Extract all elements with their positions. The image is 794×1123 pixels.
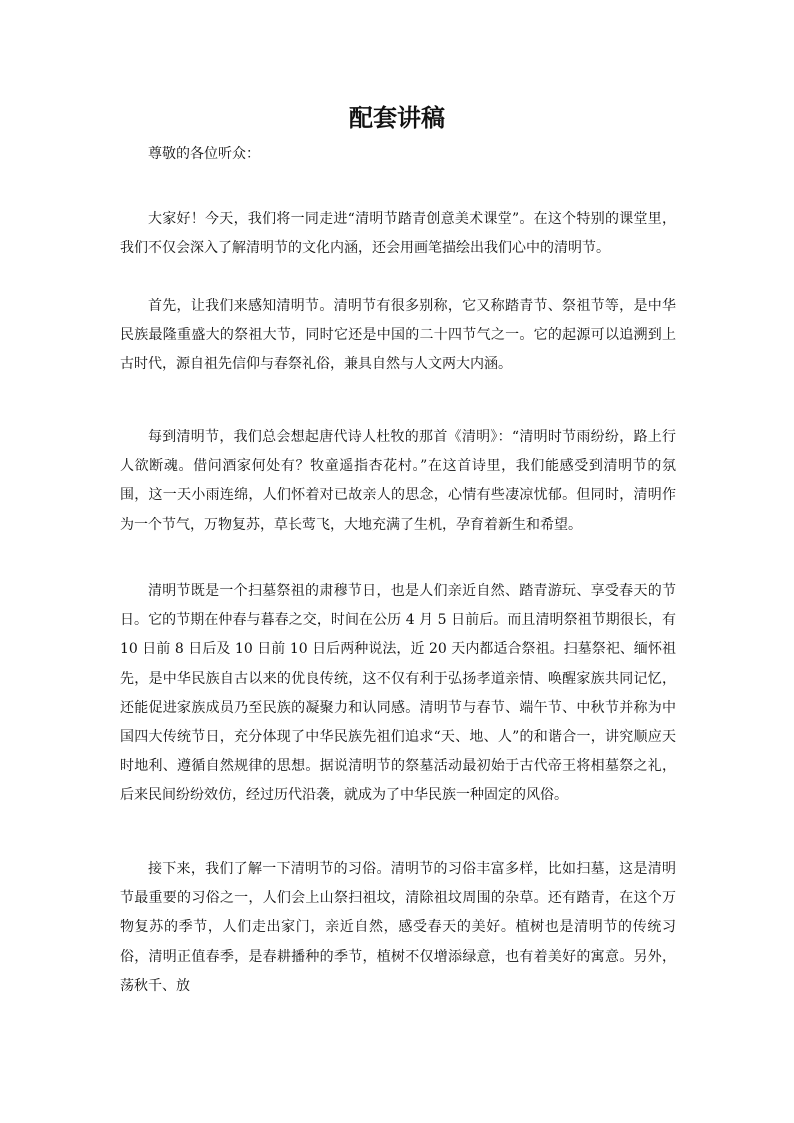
page-title: 配套讲稿 <box>349 103 445 132</box>
paragraph-poem: 每到清明节，我们总会想起唐代诗人杜牧的那首《清明》：“清明时节雨纷纷，路上行人欲断魂。借问酒家何处有？牧童遥指杏花村。”在这首诗里，我们能感受到清明节的氛围，这一天小雨连绵，人们怀着对已故亲人的思念，心情有些凄凉忧郁。但同时，清明作为一个节气，万物复苏，草长莺飞，大地充满了生机，孕育着新生和希望。 <box>120 429 676 533</box>
paragraph-history: 清明节既是一个扫墓祭祖的肃穆节日，也是人们亲近自然、踏青游玩、享受春天的节日。它的节期在仲春与暮春之交，时间在公历 4 月 5 日前后。而且清明祭祖节期很长，有 10 日前 8 日后及 10 日前 10 日后两种说法，近 20 天内都适合祭祖。扫墓祭祀、缅怀祖先，是中华民族自古以来的优良传统，这不仅有利于弘扬孝道亲情、唤醒家族共同记忆，还能促进家族成员乃至民族的凝聚力和认同感。清明节与春节、端午节、中秋节并称为中国四大传统节日，充分体现了中华民族先祖们追求“天、地、人”的和谐合一，讲究顺应天时地利、遵循自然规律的思想。据说清明节的祭墓活动最初始于古代帝王将相墓祭之礼，后来民间纷纷效仿，经过历代沿袭，就成为了中华民族一种固定的风俗。 <box>120 583 676 804</box>
paragraph-perceive-qingming: 首先，让我们来感知清明节。清明节有很多别称，它又称踏青节、祭祖节等，是中华民族最隆重盛大的祭祖大节，同时它还是中国的二十四节气之一。它的起源可以追溯到上古时代，源自祖先信仰与春祭礼俗，兼具自然与人文两大内涵。 <box>120 298 676 373</box>
paragraph-intro: 大家好！今天，我们将一同走进“清明节踏青创意美术课堂”。在这个特别的课堂里，我们不仅会深入了解清明节的文化内涵，还会用画笔描绘出我们心中的清明节。 <box>120 211 676 257</box>
salutation: 尊敬的各位听众： <box>148 146 260 162</box>
paragraph-customs: 接下来，我们了解一下清明节的习俗。清明节的习俗丰富多样，比如扫墓，这是清明节最重要的习俗之一，人们会上山祭扫祖坟，清除祖坟周围的杂草。还有踏青，在这个万物复苏的季节，人们走出家门，亲近自然，感受春天的美好。植树也是清明节的传统习俗，清明正值春季，是春耕播种的季节，植树不仅增添绿意，也有着美好的寓意。另外，荡秋千、放 <box>120 861 676 994</box>
